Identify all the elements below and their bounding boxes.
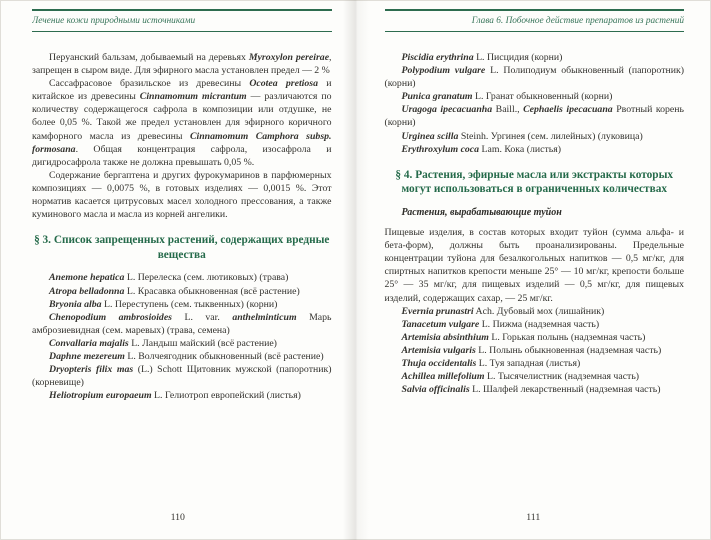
- list-item: [32, 337, 332, 350]
- text-run: Ach. Дубовый мох (лишайник): [473, 305, 605, 317]
- text-run: и китайское из древесины: [32, 78, 332, 103]
- text-run: Марь амброзиевидная (сем. маревых) (трава, семена): [32, 311, 332, 336]
- thujone-plants-list: [385, 305, 685, 397]
- paragraph-bergapten: [32, 169, 332, 221]
- text-run: Сассафрасовое бразильское из древесины: [49, 78, 250, 90]
- latin-name: Achillea millefolium: [401, 371, 485, 383]
- list-item: [32, 363, 332, 389]
- latin-name: Artemisia absinthium: [401, 331, 489, 343]
- latin-name: Daphne mezereum: [49, 350, 125, 362]
- text-run: L. Гелиотроп европейский (листья): [151, 390, 301, 402]
- running-head-block-left: [32, 9, 332, 32]
- text-run: — различаются по количеству содержащегося сафрола в композиции или отдушке, не более 0,05 %. Такой же предел установлен для эфирного коричного камфорного масла из древесины: [32, 91, 332, 142]
- page-number-right: 111: [526, 512, 541, 523]
- list-item: [385, 64, 685, 90]
- text-run: Рвотный корень (корни): [384, 104, 684, 129]
- page-right: [356, 0, 711, 540]
- text-run: . Общая концентрация сафрола, изосафрола и дигидросафрола также не должна превышать 0,05 %.: [32, 143, 332, 168]
- running-head-right: Глава 6. Побочное действие препаратов из растений: [471, 16, 684, 26]
- list-item: [385, 130, 685, 143]
- latin-name: Bryonia alba: [49, 298, 102, 310]
- list-item: [385, 305, 685, 318]
- latin-name: Evernia prunastri: [401, 305, 474, 317]
- list-item: [385, 344, 685, 357]
- section-4-heading: § 4. Растения, эфирные масла или экстракты которых могут использоваться в ограниченных количествах: [395, 168, 674, 196]
- paragraph-thujone-limits: Пищевые изделия, в состав которых входит туйон (сумма альфа- и бета-форм), должны быть проанализированы. Предельные концентрации туйона для безалкогольных напитков — 0,5 мг/кг, для спиртных напитков крепости меньше 25° — 10 мг/кг, крепости больше 25° — 35 мг/кг, для пищевых изделий — 0,5 мг/кг, для пищевых изделий, содержащих сахар, — 25 мг/кг.: [384, 227, 684, 304]
- subheading-thujone-plants: Растения, вырабатывающие туйон: [401, 206, 562, 218]
- text-run: L. Тысячелистник (надземная часть): [484, 371, 640, 383]
- latin-name: Chenopodium ambrosioides: [49, 311, 172, 323]
- text-run: Steinh. Ургинея (сем. лилейных) (луковица): [458, 130, 643, 142]
- latin-name: Myroxylon pereirae: [248, 52, 330, 63]
- page-number-left: 110: [170, 512, 185, 523]
- text-run: (L.) Schott Щитовник мужской (папоротник) (корневище): [32, 364, 332, 389]
- list-item: [385, 51, 685, 64]
- list-item: [32, 285, 332, 298]
- latin-name: Artemisia vulgaris: [401, 344, 476, 356]
- list-item: [385, 318, 685, 331]
- section-3-heading: § 3. Список запрещенных растений, содержащих вредные вещества: [34, 234, 330, 261]
- page-content-right: [385, 32, 685, 396]
- latin-name: Cinnamomum Camphora subsp. formosana: [32, 130, 332, 155]
- list-item: [385, 331, 685, 344]
- latin-name: Uragoga ipecacuanha: [401, 104, 493, 116]
- latin-name: Cephaelis ipecacuana: [523, 104, 613, 116]
- latin-name: Polypodium vulgare: [401, 65, 486, 77]
- text-run: L. Туя западная (листья): [476, 357, 581, 369]
- latin-name: Urginea scilla: [401, 130, 459, 142]
- list-item: [385, 357, 685, 370]
- list-item: [385, 143, 685, 156]
- text-run: L. Волчеягодник обыкновенный (всё растение): [124, 350, 324, 362]
- text-run: L. Шалфей лекарственный (надземная часть): [469, 384, 661, 396]
- list-item: [32, 389, 332, 402]
- list-item: [32, 298, 332, 311]
- page-content-left: [32, 32, 332, 402]
- text-run: Содержание бергаптена и других фурокумаринов в парфюмерных композициях — 0,0075 %, в готовых изделиях — 0,0015 %. Этот норматив касается цитрусовых масел холодного прессования, а также куминового масла и масла из корней ангелики.: [32, 169, 332, 221]
- text-run: L. Перелеска (сем. лютиковых) (трава): [124, 272, 289, 284]
- latin-name: Tanacetum vulgare: [401, 318, 480, 330]
- paragraph-sassafras: [32, 77, 332, 169]
- text-run: Baill.,: [492, 104, 524, 116]
- latin-name: Convallaria majalis: [49, 337, 129, 349]
- text-run: L. Писцидия (корни): [473, 52, 563, 63]
- text-run: L. Красавка обыкновенная (всё растение): [124, 285, 300, 297]
- text-run: L. Гранат обыкновенный (корни): [472, 91, 613, 103]
- latin-name: Heliotropium europaeum: [49, 390, 152, 402]
- text-run: L. Пижма (надземная часть): [479, 318, 600, 330]
- text-run: , запрещен в сыром виде. Для эфирного масла установлен предел — 2 %: [32, 52, 332, 77]
- list-item: [32, 311, 332, 337]
- text-run: L. Переступень (сем. тыквенных) (корни): [101, 298, 278, 310]
- latin-name: Dryopteris filix mas: [49, 364, 134, 376]
- latin-name: anthelminticum: [232, 311, 297, 323]
- latin-name: Ocotea pretiosa: [249, 78, 318, 90]
- list-item: [32, 350, 332, 363]
- text-run: L. Горькая полынь (надземная часть): [488, 331, 646, 343]
- running-head-left: Лечение кожи природными источниками: [32, 16, 196, 26]
- text-run: L. var.: [172, 311, 233, 323]
- running-head-block-right: [385, 9, 685, 32]
- paragraph-peruvian-balsam: [32, 51, 332, 77]
- text-run: Перуанский бальзам, добываемый на деревьях: [49, 52, 249, 63]
- list-item: [32, 271, 332, 284]
- latin-name: Atropa belladonna: [49, 285, 125, 297]
- text-run: L. Полынь обыкновенная (надземная часть): [475, 344, 662, 356]
- text-run: L. Ландыш майский (всё растение): [128, 337, 277, 349]
- list-item: [385, 383, 685, 396]
- latin-name: Punica granatum: [401, 91, 473, 103]
- latin-name: Thuja occidentalis: [401, 357, 477, 369]
- latin-name: Cinnamomum micrantum: [139, 91, 247, 103]
- forbidden-plants-list-continued: [385, 51, 685, 156]
- latin-name: Salvia officinalis: [401, 384, 470, 396]
- list-item: [385, 103, 685, 129]
- text-run: Lam. Кока (листья): [479, 143, 561, 155]
- list-item: [385, 90, 685, 103]
- list-item: [385, 370, 685, 383]
- latin-name: Anemone hepatica: [49, 272, 125, 284]
- forbidden-plants-list: [32, 271, 332, 402]
- latin-name: Erythroxylum coca: [401, 143, 480, 155]
- text-run: L. Полиподиум обыкновенный (папоротник) (корни): [384, 65, 684, 90]
- latin-name: Piscidia erythrina: [401, 52, 474, 63]
